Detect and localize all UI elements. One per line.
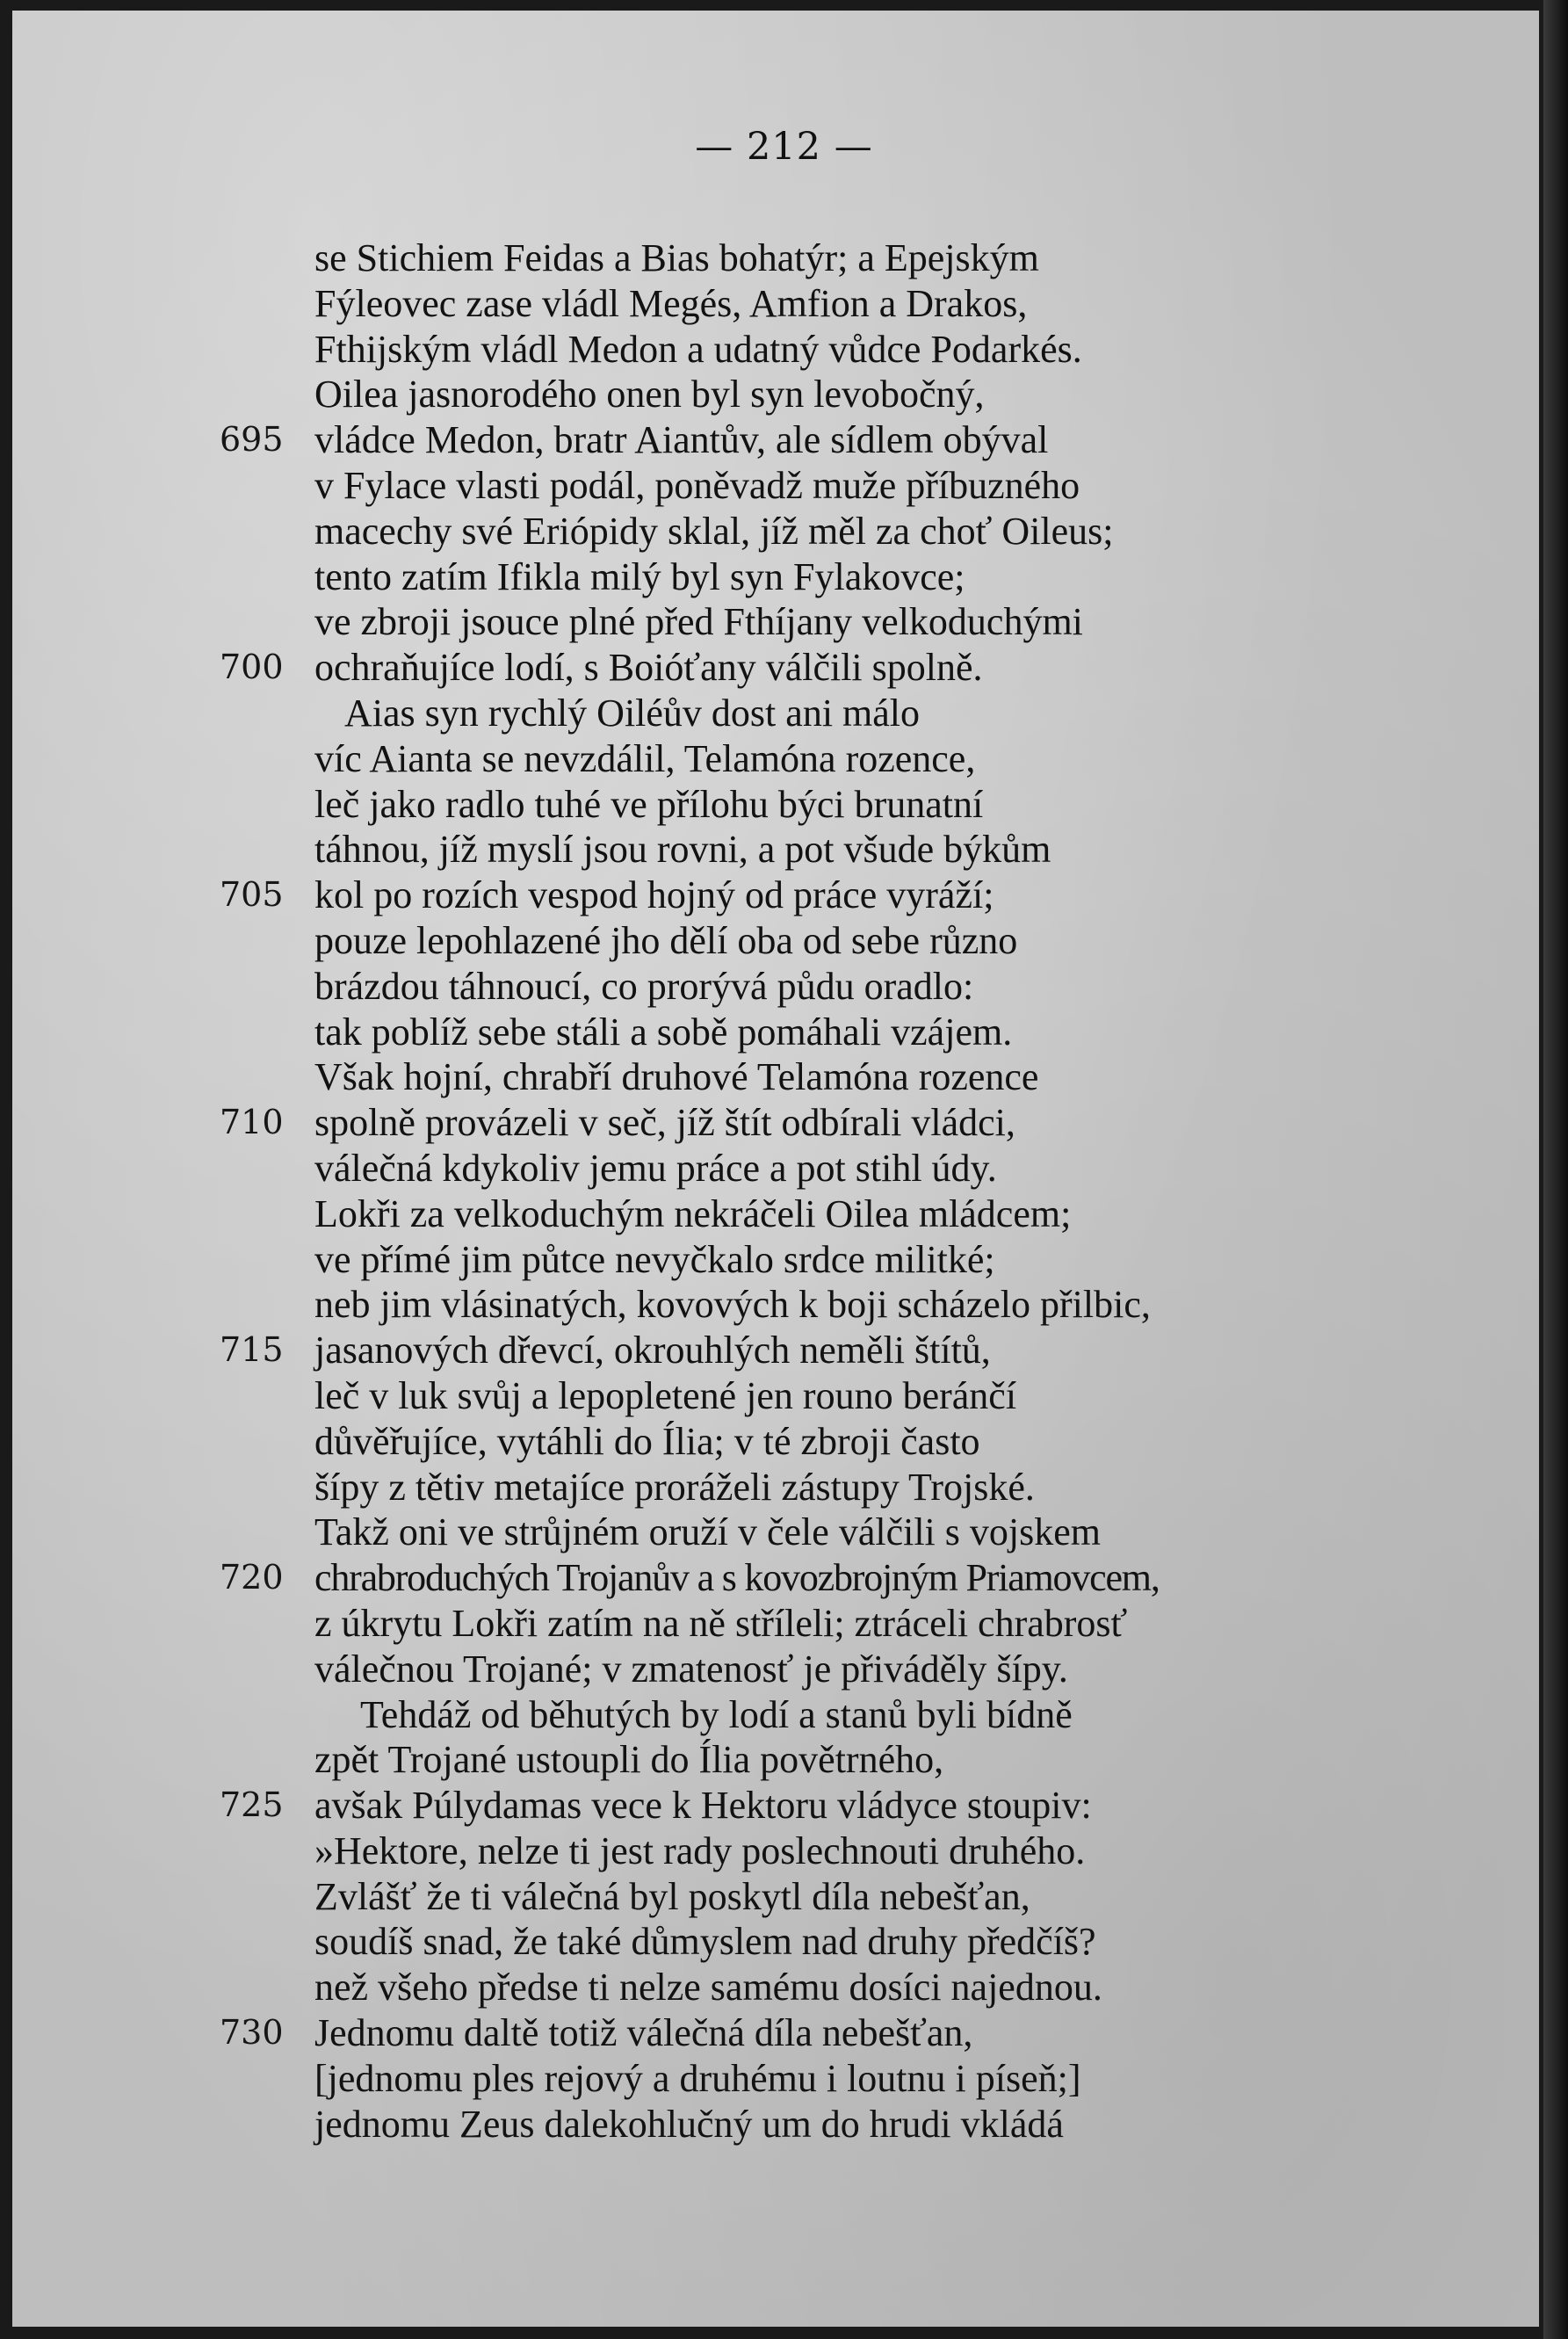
verse-line (0, 599, 1568, 645)
verse-line (0, 736, 1568, 782)
verse-line-number: 730 (220, 2013, 284, 2053)
verse-line-number: 715 (220, 1330, 284, 1370)
verse-line (0, 1737, 1568, 1783)
verse-line (0, 235, 1568, 281)
verse-line-text: macechy své Eriópidy sklal, jíž měl za choť Oileus; (314, 509, 1114, 553)
verse-line-text: Však hojní, chrabří druhové Telamóna rozence (314, 1055, 1039, 1099)
verse-line-number: 725 (220, 1785, 284, 1825)
verse-line (0, 827, 1568, 873)
verse-block (0, 235, 1568, 2147)
verse-line-text: pouze lepohlazené jho dělí oba od sebe různo (314, 918, 1018, 962)
verse-line (0, 918, 1568, 964)
verse-line-text: Jednomu daltě totiž válečná díla nebešťan, (314, 2011, 973, 2055)
verse-line-text: tento zatím Ifikla milý byl syn Fylakovce; (314, 554, 965, 598)
verse-line-text: vládce Medon, bratr Aiantův, ale sídlem obýval (314, 418, 1049, 462)
verse-line (0, 691, 1568, 736)
verse-line (0, 1100, 1568, 1146)
verse-line-text: brázdou táhnoucí, co prorývá půdu oradlo: (314, 964, 974, 1008)
verse-line (0, 1601, 1568, 1647)
verse-line-text: »Hektore, nelze ti jest rady poslechnouti druhého. (314, 1828, 1086, 1872)
verse-line-text: ochraňujíce lodí, s Boióťany válčili spolně. (314, 646, 983, 690)
verse-line-text: válečná kdykoliv jemu práce a pot stihl údy. (314, 1146, 997, 1190)
verse-line-text: ve zbroji jsouce plné před Fthíjany velkoduchými (314, 600, 1083, 644)
verse-line-number: 705 (220, 875, 284, 915)
verse-line-number: 720 (220, 1558, 284, 1597)
verse-line-text: Aias syn rychlý Oiléův dost ani málo (344, 691, 921, 735)
verse-line-text: než všeho předse ti nelze samému dosíci najednou. (314, 1966, 1102, 2010)
verse-line (0, 1146, 1568, 1191)
verse-line-text: Tehdáž od běhutých by lodí a stanů byli bídně (360, 1692, 1073, 1736)
verse-line (0, 509, 1568, 554)
verse-line-text: [jednomu ples rejový a druhému i loutnu i píseň;] (314, 2056, 1081, 2100)
verse-line (0, 1965, 1568, 2010)
verse-line (0, 1328, 1568, 1373)
verse-line-text: zpět Trojané ustoupli do Ília povětrného, (314, 1738, 944, 1782)
verse-line (0, 1692, 1568, 1738)
verse-line-text: spolně provázeli v seč, jíž štít odbírali vládci, (314, 1101, 1015, 1145)
verse-line-text: víc Aianta se nevzdálil, Telamóna rozence, (314, 736, 976, 780)
verse-line-number: 710 (220, 1103, 284, 1142)
verse-line (0, 1373, 1568, 1419)
verse-line-text: v Fylace vlasti podál, poněvadž muže příbuzného (314, 463, 1080, 507)
verse-line-text: jasanových dřevcí, okrouhlých neměli štítů, (314, 1329, 991, 1372)
verse-line (0, 1874, 1568, 1920)
verse-line-text: ve přímé jim půtce nevyčkalo srdce militké; (314, 1237, 995, 1281)
verse-line-text: Zvlášť že ti válečná byl poskytl díla nebešťan, (314, 1874, 1030, 1918)
verse-line (0, 327, 1568, 373)
verse-line-text: táhnou, jíž myslí jsou rovni, a pot všude býkům (314, 828, 1051, 872)
page-number: — 212 — (695, 125, 873, 169)
verse-line-text: avšak Púlydamas vece k Hektoru vládyce stoupiv: (314, 1784, 1092, 1828)
verse-line-text: Fthijským vládl Medon a udatný vůdce Podarkés. (314, 327, 1082, 371)
verse-line-text: jednomu Zeus dalekohlučný um do hrudi vkládá (314, 2102, 1064, 2146)
verse-line-number: 695 (220, 420, 284, 460)
verse-line-text: kol po rozích vespod hojný od práce vyráží; (314, 873, 994, 917)
verse-line (0, 1555, 1568, 1601)
verse-line (0, 1191, 1568, 1237)
verse-line (0, 1010, 1568, 1055)
verse-line-text: šípy z tětiv metajíce proráželi zástupy Trojské. (314, 1465, 1035, 1509)
verse-line (0, 1465, 1568, 1510)
verse-line (0, 873, 1568, 918)
verse-line-text: soudíš snad, že také důmyslem nad druhy předčíš? (314, 1920, 1096, 1964)
verse-line (0, 1828, 1568, 1874)
verse-line (0, 1282, 1568, 1328)
verse-line-text: Lokři za velkoduchým nekráčeli Oilea mládcem; (314, 1191, 1072, 1235)
verse-line-text: Oilea jasnorodého onen byl syn levobočný, (314, 373, 985, 416)
verse-line (0, 782, 1568, 828)
verse-line-text: neb jim vlásinatých, kovových k boji scházelo přilbic, (314, 1283, 1151, 1327)
verse-line (0, 1054, 1568, 1100)
verse-line (0, 1237, 1568, 1283)
verse-line (0, 1783, 1568, 1828)
verse-line (0, 645, 1568, 691)
verse-line (0, 1919, 1568, 1965)
verse-line-text: se Stichiem Feidas a Bias bohatýr; a Epejským (314, 236, 1039, 279)
verse-line (0, 1647, 1568, 1692)
verse-line (0, 281, 1568, 327)
verse-line-text: z úkrytu Lokři zatím na ně stříleli; ztráceli chrabrosť (314, 1601, 1128, 1645)
verse-line-text: Takž oni ve strůjném oruží v čele válčili s vojskem (314, 1510, 1101, 1554)
verse-line-text: chrabroduchých Trojanův a s kovozbrojným Priamovcem, (314, 1556, 1160, 1600)
verse-line (0, 1419, 1568, 1465)
verse-line-text: leč jako radlo tuhé ve přílohu býci brunatní (314, 782, 984, 826)
verse-line (0, 554, 1568, 600)
verse-line (0, 2056, 1568, 2102)
verse-line (0, 2010, 1568, 2056)
verse-line (0, 964, 1568, 1010)
verse-line (0, 463, 1568, 509)
verse-line (0, 2102, 1568, 2147)
verse-line (0, 372, 1568, 417)
verse-line-number: 700 (220, 648, 284, 687)
verse-line-text: Fýleovec zase vládl Megés, Amfion a Drakos, (314, 281, 1028, 325)
verse-line (0, 417, 1568, 463)
verse-line-text: tak poblíž sebe stáli a sobě pomáhali vzájem. (314, 1010, 1013, 1054)
verse-line-text: důvěřujíce, vytáhli do Ília; v té zbroji často (314, 1419, 980, 1463)
verse-line-text: leč v luk svůj a lepopletené jen rouno beránčí (314, 1373, 1017, 1417)
verse-line-text: válečnou Trojané; v zmatenosť je přiváděly šípy. (314, 1647, 1068, 1691)
verse-line (0, 1510, 1568, 1555)
